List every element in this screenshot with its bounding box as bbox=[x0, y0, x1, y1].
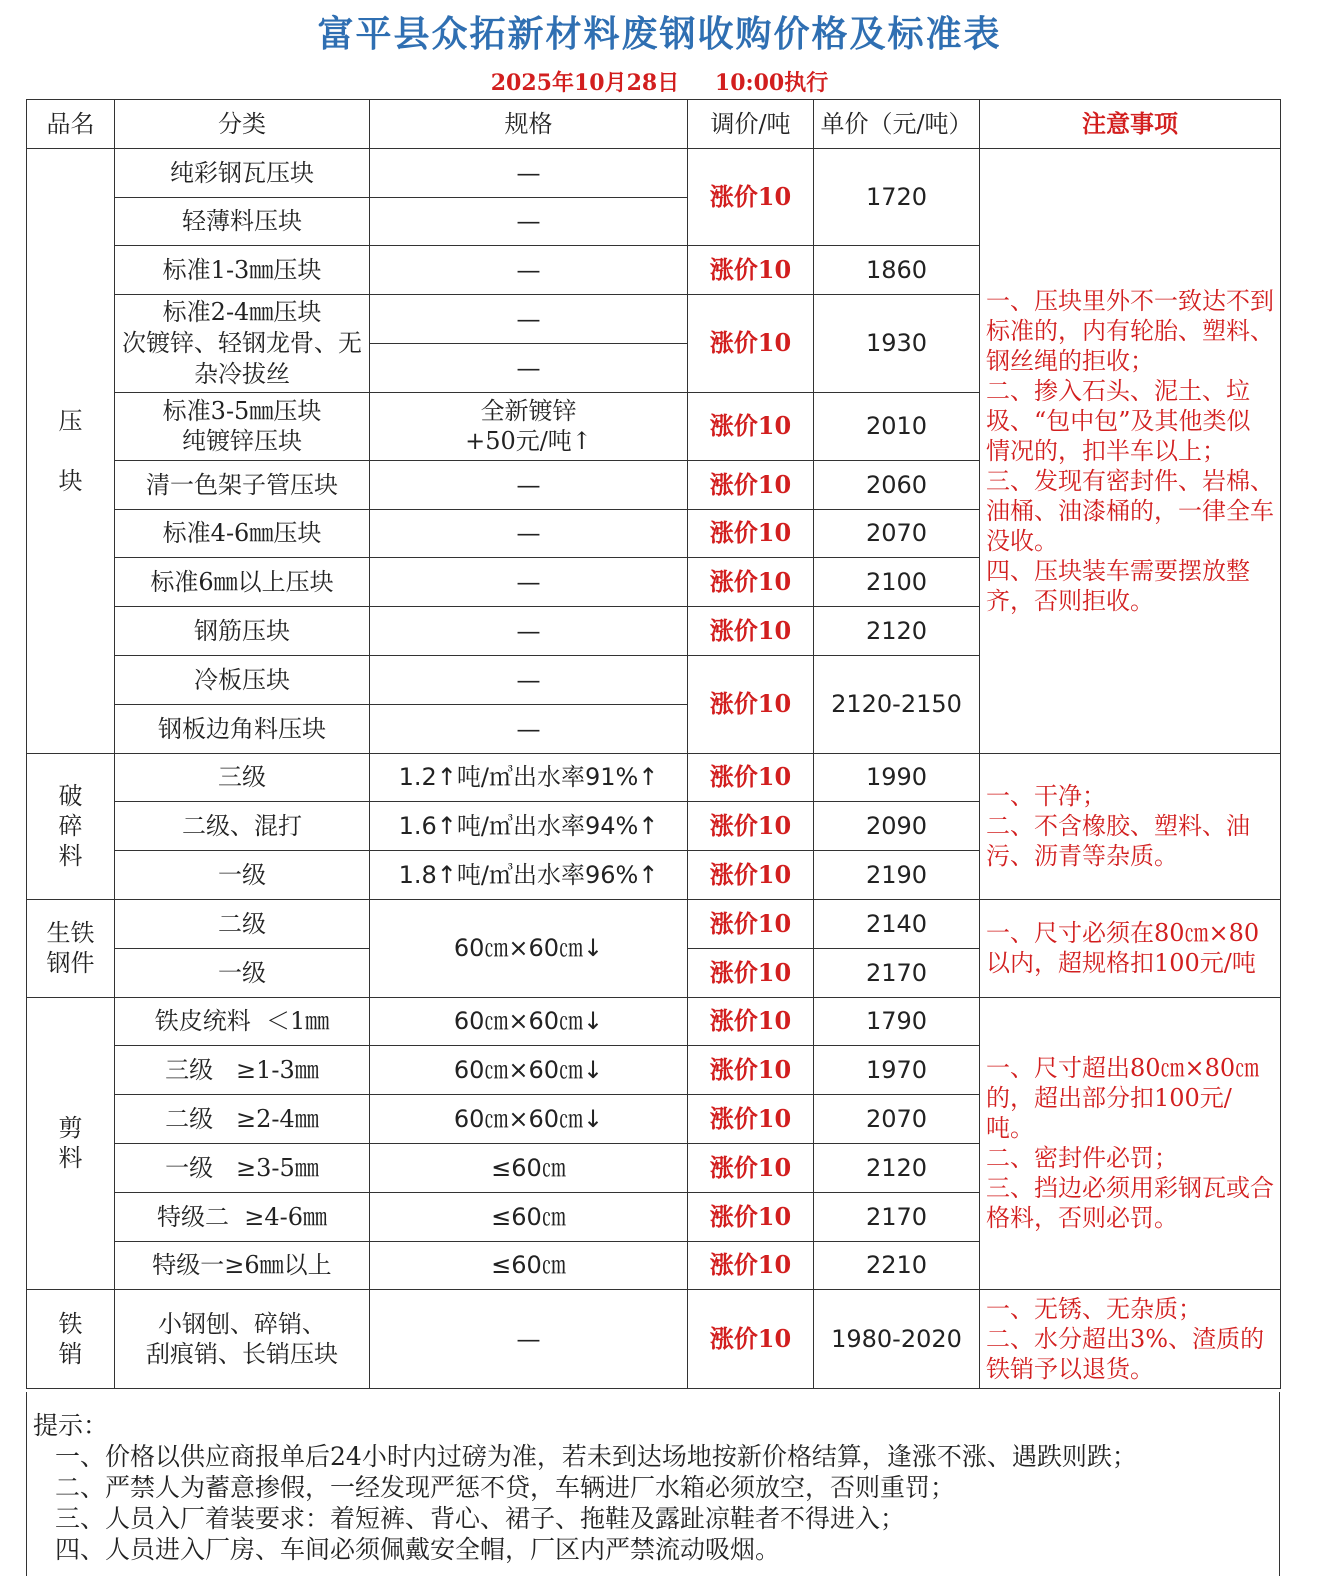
price-cell: 2190 bbox=[814, 851, 980, 900]
adjust-cell: 涨价10 bbox=[688, 802, 814, 851]
group-name-posuiliao: 破 碎 料 bbox=[27, 753, 115, 899]
adjust-cell: 涨价10 bbox=[688, 295, 814, 393]
notes-shengtie: 一、尺寸必须在80㎝×80以内，超规格扣100元/吨 bbox=[980, 899, 1281, 997]
category-cell: 小钢刨、碎销、 刮痕销、长销压块 bbox=[115, 1290, 370, 1389]
price-cell: 2090 bbox=[814, 802, 980, 851]
adjust-cell: 涨价10 bbox=[688, 607, 814, 656]
adjust-cell: 涨价10 bbox=[688, 246, 814, 295]
category-cell: 标准1-3㎜压块 bbox=[115, 246, 370, 295]
price-table bbox=[26, 99, 1281, 1389]
table-row bbox=[27, 148, 1281, 197]
table-row bbox=[27, 753, 1281, 802]
category-cell: 钢筋压块 bbox=[115, 607, 370, 656]
date-text: 2025年10月28日 bbox=[490, 70, 680, 96]
spec-cell: — bbox=[370, 655, 688, 704]
spec-cell: — bbox=[370, 607, 688, 656]
spec-cell: 1.2↑吨/㎥出水率91%↑ bbox=[370, 753, 688, 802]
price-cell: 2010 bbox=[814, 392, 980, 460]
spec-cell: 1.6↑吨/㎥出水率94%↑ bbox=[370, 802, 688, 851]
category-cell: 钢板边角料压块 bbox=[115, 704, 370, 753]
category-cell: 一级 bbox=[115, 851, 370, 900]
spec-cell: ≤60㎝ bbox=[370, 1143, 688, 1192]
price-cell: 2170 bbox=[814, 1192, 980, 1241]
adjust-cell: 涨价10 bbox=[688, 148, 814, 246]
spec-cell: — bbox=[370, 148, 688, 197]
adjust-cell: 涨价10 bbox=[688, 753, 814, 802]
adjust-cell: 涨价10 bbox=[688, 509, 814, 558]
category-cell: 标准2-4㎜压块 次镀锌、轻钢龙骨、无杂冷拔丝 bbox=[115, 295, 370, 393]
group-name-yakuai: 压 块 bbox=[27, 148, 115, 753]
spec-cell: — bbox=[370, 1290, 688, 1389]
table-row bbox=[27, 899, 1281, 948]
tip-line: 三、人员入厂着装要求：着短裤、背心、裙子、拖鞋及露趾凉鞋者不得进入； bbox=[55, 1504, 906, 1533]
group-name-shengtie: 生铁 钢件 bbox=[27, 899, 115, 997]
notes-tiexiao: 一、无锈、无杂质； 二、水分超出3%、渣质的铁销予以退货。 bbox=[980, 1290, 1281, 1389]
spec-cell: 1.8↑吨/㎥出水率96%↑ bbox=[370, 851, 688, 900]
price-cell: 1790 bbox=[814, 997, 980, 1046]
price-cell: 2070 bbox=[814, 1095, 980, 1144]
effective-date bbox=[0, 66, 1319, 97]
category-cell: 铁皮统料 ＜1㎜ bbox=[115, 997, 370, 1046]
adjust-cell: 涨价10 bbox=[688, 392, 814, 460]
spec-cell: 全新镀锌 +50元/吨↑ bbox=[370, 392, 688, 460]
category-cell: 二级 bbox=[115, 899, 370, 948]
header-name: 品名 bbox=[27, 100, 115, 149]
header-category: 分类 bbox=[115, 100, 370, 149]
spec-cell: — bbox=[370, 558, 688, 607]
price-cell: 2100 bbox=[814, 558, 980, 607]
category-cell: 冷板压块 bbox=[115, 655, 370, 704]
category-cell: 特级二 ≥4-6㎜ bbox=[115, 1192, 370, 1241]
tip-line: 四、人员进入厂房、车间必须佩戴安全帽，厂区内严禁流动吸烟。 bbox=[55, 1535, 781, 1564]
category-cell: 二级、混打 bbox=[115, 802, 370, 851]
category-cell: 标准6㎜以上压块 bbox=[115, 558, 370, 607]
price-cell: 2070 bbox=[814, 509, 980, 558]
table-header-row bbox=[27, 100, 1281, 149]
adjust-cell: 涨价10 bbox=[688, 655, 814, 753]
tips-label: 提示： bbox=[33, 1411, 109, 1440]
category-cell: 三级 ≥1-3㎜ bbox=[115, 1046, 370, 1095]
notes-jianliao: 一、尺寸超出80㎝×80㎝的，超出部分扣100元/吨。 二、密封件必罚； 三、挡边必须用彩钢瓦或合格料，否则必罚。 bbox=[980, 997, 1281, 1290]
spec-cell: — bbox=[370, 509, 688, 558]
spec-cell: ≤60㎝ bbox=[370, 1241, 688, 1290]
spec-cell: 60㎝×60㎝↓ bbox=[370, 899, 688, 997]
table-row bbox=[27, 1290, 1281, 1389]
adjust-cell: 涨价10 bbox=[688, 1046, 814, 1095]
category-cell: 清一色架子管压块 bbox=[115, 460, 370, 509]
header-adjust: 调价/吨 bbox=[688, 100, 814, 149]
spec-cell: — bbox=[370, 704, 688, 753]
category-cell: 轻薄料压块 bbox=[115, 197, 370, 246]
adjust-cell: 涨价10 bbox=[688, 460, 814, 509]
price-cell: 1990 bbox=[814, 753, 980, 802]
price-cell: 1930 bbox=[814, 295, 980, 393]
category-cell: 特级一≥6㎜以上 bbox=[115, 1241, 370, 1290]
price-cell: 2120-2150 bbox=[814, 655, 980, 753]
category-cell: 标准3-5㎜压块 纯镀锌压块 bbox=[115, 392, 370, 460]
spec-cell: — bbox=[370, 295, 688, 344]
adjust-cell: 涨价10 bbox=[688, 851, 814, 900]
adjust-cell: 涨价10 bbox=[688, 558, 814, 607]
category-cell: 一级 ≥3-5㎜ bbox=[115, 1143, 370, 1192]
price-cell: 2140 bbox=[814, 899, 980, 948]
tips-section bbox=[26, 1392, 1280, 1576]
category-cell: 三级 bbox=[115, 753, 370, 802]
spec-cell: 60㎝×60㎝↓ bbox=[370, 1095, 688, 1144]
price-cell: 2120 bbox=[814, 1143, 980, 1192]
adjust-cell: 涨价10 bbox=[688, 1290, 814, 1389]
price-cell: 2170 bbox=[814, 948, 980, 997]
spec-cell: ≤60㎝ bbox=[370, 1192, 688, 1241]
spec-cell: 60㎝×60㎝↓ bbox=[370, 1046, 688, 1095]
group-name-jianliao: 剪 料 bbox=[27, 997, 115, 1290]
adjust-cell: 涨价10 bbox=[688, 1143, 814, 1192]
spec-cell: — bbox=[370, 246, 688, 295]
group-name-tiexiao: 铁 销 bbox=[27, 1290, 115, 1389]
table-row bbox=[27, 997, 1281, 1046]
adjust-cell: 涨价10 bbox=[688, 1241, 814, 1290]
adjust-cell: 涨价10 bbox=[688, 1192, 814, 1241]
spec-cell: — bbox=[370, 343, 688, 392]
tip-line: 二、严禁人为蓄意掺假，一经发现严惩不贷，车辆进厂水箱必须放空，否则重罚； bbox=[55, 1473, 956, 1502]
spec-cell: — bbox=[370, 197, 688, 246]
category-cell: 标准4-6㎜压块 bbox=[115, 509, 370, 558]
category-cell: 一级 bbox=[115, 948, 370, 997]
price-cell: 2120 bbox=[814, 607, 980, 656]
price-cell: 2060 bbox=[814, 460, 980, 509]
price-cell: 1720 bbox=[814, 148, 980, 246]
adjust-cell: 涨价10 bbox=[688, 1095, 814, 1144]
tip-line: 一、价格以供应商报单后24小时内过磅为准，若未到达场地按新价格结算，逢涨不涨、遇跌则跌； bbox=[55, 1442, 1137, 1471]
notes-posuiliao: 一、干净； 二、不含橡胶、塑料、油污、沥青等杂质。 bbox=[980, 753, 1281, 899]
price-cell: 1980-2020 bbox=[814, 1290, 980, 1389]
adjust-cell: 涨价10 bbox=[688, 899, 814, 948]
spec-cell: 60㎝×60㎝↓ bbox=[370, 997, 688, 1046]
price-cell: 1860 bbox=[814, 246, 980, 295]
price-cell: 2210 bbox=[814, 1241, 980, 1290]
header-price: 单价（元/吨） bbox=[814, 100, 980, 149]
category-cell: 纯彩钢瓦压块 bbox=[115, 148, 370, 197]
header-spec: 规格 bbox=[370, 100, 688, 149]
page-title: 富平县众拓新材料废钢收购价格及标准表 bbox=[317, 13, 1002, 55]
category-cell: 二级 ≥2-4㎜ bbox=[115, 1095, 370, 1144]
adjust-cell: 涨价10 bbox=[688, 948, 814, 997]
adjust-cell: 涨价10 bbox=[688, 997, 814, 1046]
spec-cell: — bbox=[370, 460, 688, 509]
price-cell: 1970 bbox=[814, 1046, 980, 1095]
notes-yakuai: 一、压块里外不一致达不到标准的，内有轮胎、塑料、钢丝绳的拒收； 二、掺入石头、泥土、垃圾、“包中包”及其他类似情况的，扣半车以上； 三、发现有密封件、岩棉、油桶、油漆桶的，一律全车没收。 四、压块装车需要摆放整齐，否则拒收。 bbox=[980, 148, 1281, 753]
header-notes: 注意事项 bbox=[980, 100, 1281, 149]
time-text: 10:00执行 bbox=[714, 70, 829, 96]
